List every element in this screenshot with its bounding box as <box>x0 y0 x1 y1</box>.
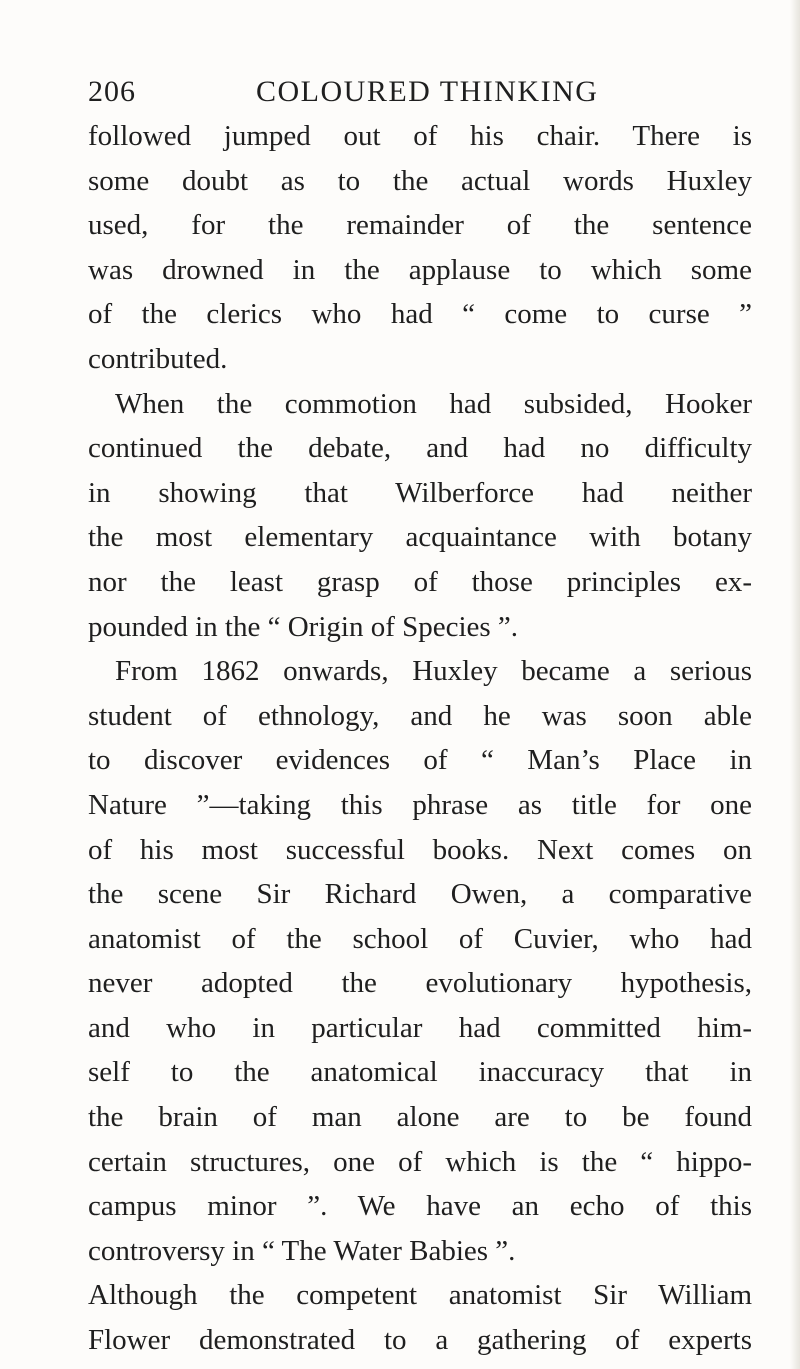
text-line: certain structures, one of which is the “ hippo- <box>88 1145 752 1178</box>
text-line: When the commotion had subsided, Hooker <box>115 387 752 420</box>
text-line: used, for the remainder of the sentence <box>88 209 752 242</box>
text-line: self to the anatomical inaccuracy that in <box>88 1056 752 1089</box>
text-line: the brain of man alone are to be found <box>88 1101 752 1134</box>
body-text <box>88 114 752 1363</box>
text-line: pounded in the “ Origin of Species ”. <box>88 610 519 643</box>
text-line: Although the competent anatomist Sir William <box>88 1279 752 1312</box>
text-line: controversy in “ The Water Babies ”. <box>88 1234 516 1267</box>
text-line: nor the least grasp of those principles ex- <box>88 565 752 598</box>
text-line: contributed. <box>88 342 228 375</box>
text-line: From 1862 onwards, Huxley became a serious <box>115 655 752 688</box>
text-line: continued the debate, and had no difficulty <box>88 432 752 465</box>
text-line: student of ethnology, and he was soon able <box>88 699 752 732</box>
page-edge-shadow <box>790 0 800 1369</box>
text-line: was drowned in the applause to which some <box>88 253 752 286</box>
running-head <box>88 70 608 114</box>
page-number: 206 <box>88 75 136 108</box>
text-line: some doubt as to the actual words Huxley <box>88 164 752 197</box>
text-line: and who in particular had committed him- <box>88 1011 752 1044</box>
text-line: in showing that Wilberforce had neither <box>88 476 752 509</box>
text-line: anatomist of the school of Cuvier, who had <box>88 922 752 955</box>
text-line: campus minor ”. We have an echo of this <box>88 1190 752 1223</box>
text-line: the most elementary acquaintance with botany <box>88 521 752 554</box>
text-line: Nature ”—taking this phrase as title for one <box>88 788 752 821</box>
text-line: Flower demonstrated to a gathering of experts <box>88 1324 752 1357</box>
text-line: the scene Sir Richard Owen, a comparative <box>88 878 752 911</box>
text-line: followed jumped out of his chair. There is <box>88 120 752 152</box>
text-line: of his most successful books. Next comes on <box>88 833 752 866</box>
text-line: never adopted the evolutionary hypothesis, <box>88 967 752 1000</box>
text-line: to discover evidences of “ Man’s Place in <box>88 744 752 777</box>
text-line: of the clerics who had “ come to curse ” <box>88 298 752 331</box>
running-title: COLOURED THINKING <box>256 75 599 108</box>
